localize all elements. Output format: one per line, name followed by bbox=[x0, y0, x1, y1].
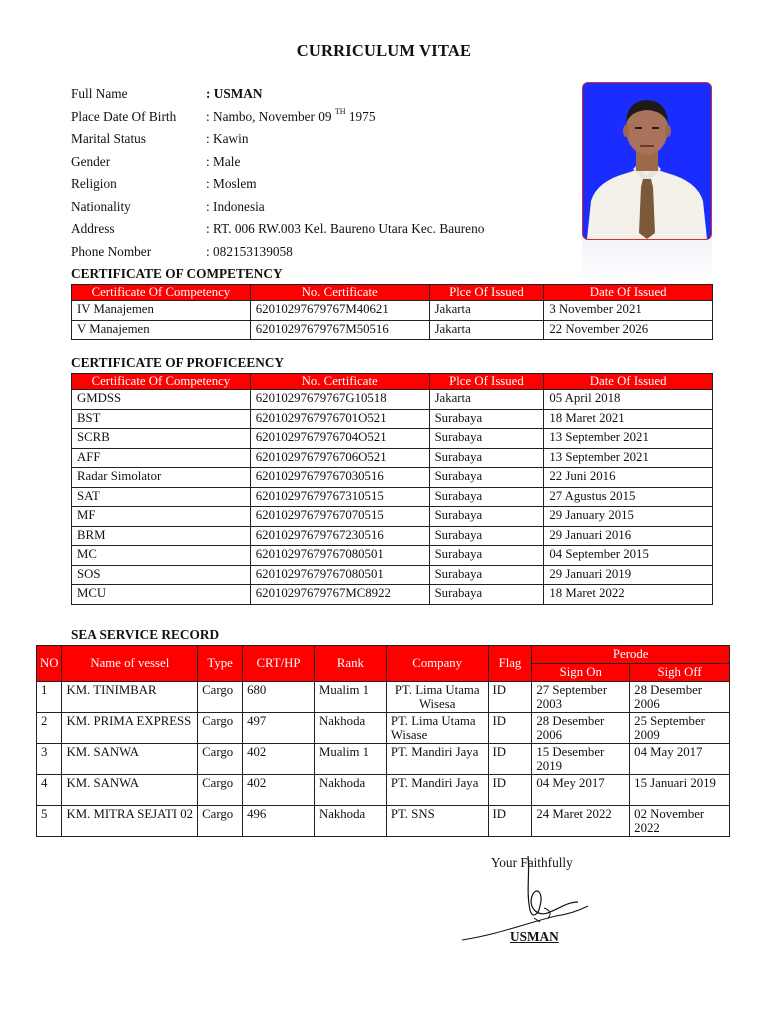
column-header-company: Company bbox=[386, 646, 488, 682]
proficiency-heading: CERTIFICATE OF PROFICEENCY bbox=[71, 355, 285, 370]
table-cell: Jakarta bbox=[429, 390, 544, 410]
table-cell: 15 Desember 2019 bbox=[532, 744, 630, 775]
table-cell: MC bbox=[72, 546, 251, 566]
table-cell: ID bbox=[488, 682, 532, 713]
table-cell: 05 April 2018 bbox=[544, 390, 713, 410]
info-value: : Kawin bbox=[206, 131, 249, 146]
table-cell: PT. Mandiri Jaya bbox=[386, 744, 488, 775]
table-cell: 6201029767976704O521 bbox=[250, 429, 429, 449]
info-label: Address bbox=[71, 221, 115, 236]
table-cell: ID bbox=[488, 744, 532, 775]
table-cell: Nakhoda bbox=[314, 713, 386, 744]
table-cell: Surabaya bbox=[429, 546, 544, 566]
table-cell: 62010297679767M40621 bbox=[250, 301, 429, 321]
info-label: Phone Nomber bbox=[71, 243, 152, 259]
table-cell: 6201029767976701O521 bbox=[250, 409, 429, 429]
table-cell: Mualim 1 bbox=[314, 682, 386, 713]
table-cell: 24 Maret 2022 bbox=[532, 806, 630, 837]
table-cell: SCRB bbox=[72, 429, 251, 449]
table-cell: ID bbox=[488, 806, 532, 837]
table-row bbox=[37, 744, 730, 775]
table-cell: 62010297679767080501 bbox=[250, 565, 429, 585]
competency-heading: CERTIFICATE OF COMPETENCY bbox=[71, 266, 283, 281]
column-header-sign-off: Sigh Off bbox=[630, 664, 730, 682]
sea-service-table bbox=[36, 645, 730, 837]
table-header-row bbox=[72, 374, 713, 390]
table-row bbox=[72, 320, 713, 340]
table-cell: Surabaya bbox=[429, 409, 544, 429]
table-cell: 29 January 2015 bbox=[544, 507, 713, 527]
column-header-no: NO bbox=[37, 646, 62, 682]
table-cell: 13 September 2021 bbox=[544, 429, 713, 449]
closing-text: Your Faithfully bbox=[491, 855, 573, 870]
info-label: Religion bbox=[71, 176, 117, 191]
info-value: : RT. 006 RW.003 Kel. Baureno Utara Kec. Baureno bbox=[206, 221, 485, 236]
ordinal-suffix: TH bbox=[334, 106, 346, 116]
info-label: Place Date Of Birth bbox=[71, 108, 177, 124]
table-cell: Jakarta bbox=[429, 320, 544, 340]
sea-service-heading: SEA SERVICE RECORD bbox=[71, 627, 220, 642]
table-cell: Surabaya bbox=[429, 429, 544, 449]
table-cell: 28 Desember 2006 bbox=[630, 682, 730, 713]
table-cell: PT. Mandiri Jaya bbox=[386, 775, 488, 806]
table-cell: 680 bbox=[243, 682, 315, 713]
table-row bbox=[72, 448, 713, 468]
table-cell: Cargo bbox=[198, 806, 243, 837]
table-cell: ID bbox=[488, 775, 532, 806]
table-cell: Nakhoda bbox=[314, 775, 386, 806]
table-cell: BST bbox=[72, 409, 251, 429]
table-cell: 62010297679767230516 bbox=[250, 526, 429, 546]
info-value: : Moslem bbox=[206, 176, 257, 191]
table-cell: 62010297679767G10518 bbox=[250, 390, 429, 410]
table-cell: 04 September 2015 bbox=[544, 546, 713, 566]
column-header-crt: CRT/HP bbox=[243, 646, 315, 682]
table-cell: Cargo bbox=[198, 713, 243, 744]
table-cell: 1 bbox=[37, 682, 62, 713]
table-cell: MCU bbox=[72, 585, 251, 605]
table-cell: BRM bbox=[72, 526, 251, 546]
table-cell: 6201029767976706O521 bbox=[250, 448, 429, 468]
signature-name: USMAN bbox=[510, 929, 559, 944]
column-header: Certificate Of Competency bbox=[72, 285, 251, 301]
table-row bbox=[72, 390, 713, 410]
table-cell: Mualim 1 bbox=[314, 744, 386, 775]
table-cell: 28 Desember 2006 bbox=[532, 713, 630, 744]
column-header: Date Of Issued bbox=[544, 374, 713, 390]
column-header: Plce Of Issued bbox=[429, 374, 544, 390]
table-cell: 5 bbox=[37, 806, 62, 837]
table-cell: PT. Lima Utama Wisase bbox=[386, 713, 488, 744]
table-cell: Cargo bbox=[198, 682, 243, 713]
table-cell: Surabaya bbox=[429, 487, 544, 507]
table-cell: Surabaya bbox=[429, 565, 544, 585]
table-cell: KM. PRIMA EXPRESS bbox=[62, 713, 198, 744]
column-header-vessel: Name of vessel bbox=[62, 646, 198, 682]
proficiency-table bbox=[71, 373, 713, 605]
table-row bbox=[72, 301, 713, 321]
column-header: No. Certificate bbox=[250, 374, 429, 390]
info-value: : 082153139058 bbox=[206, 243, 293, 259]
info-value: : USMAN bbox=[206, 86, 263, 101]
table-row bbox=[72, 429, 713, 449]
table-cell: 496 bbox=[243, 806, 315, 837]
table-row bbox=[37, 682, 730, 713]
info-label: Gender bbox=[71, 153, 111, 169]
table-cell: 18 Maret 2021 bbox=[544, 409, 713, 429]
table-cell: Nakhoda bbox=[314, 806, 386, 837]
info-value bbox=[206, 107, 375, 127]
table-cell: IV Manajemen bbox=[72, 301, 251, 321]
table-cell: 62010297679767070515 bbox=[250, 507, 429, 527]
table-cell: KM. TINIMBAR bbox=[62, 682, 198, 713]
table-cell: PT. Lima Utama Wisesa bbox=[386, 682, 488, 713]
table-cell: 497 bbox=[243, 713, 315, 744]
table-cell: Jakarta bbox=[429, 301, 544, 321]
table-cell: 62010297679767MC8922 bbox=[250, 585, 429, 605]
column-header-rank: Rank bbox=[314, 646, 386, 682]
table-header-row bbox=[37, 646, 730, 664]
table-cell: ID bbox=[488, 713, 532, 744]
table-cell: 29 Januari 2019 bbox=[544, 565, 713, 585]
table-cell: MF bbox=[72, 507, 251, 527]
table-cell: AFF bbox=[72, 448, 251, 468]
column-header: No. Certificate bbox=[250, 285, 429, 301]
table-cell: 62010297679767M50516 bbox=[250, 320, 429, 340]
column-header-type: Type bbox=[198, 646, 243, 682]
info-label: Nationality bbox=[71, 198, 131, 214]
table-cell: 22 November 2026 bbox=[544, 320, 713, 340]
table-row bbox=[72, 507, 713, 527]
column-header-perode: Perode bbox=[532, 646, 730, 664]
table-row bbox=[72, 546, 713, 566]
table-cell: 62010297679767310515 bbox=[250, 487, 429, 507]
table-row bbox=[72, 468, 713, 488]
table-row bbox=[37, 775, 730, 806]
table-cell: 402 bbox=[243, 775, 315, 806]
column-header: Date Of Issued bbox=[544, 285, 713, 301]
table-cell: 27 Agustus 2015 bbox=[544, 487, 713, 507]
table-cell: 402 bbox=[243, 744, 315, 775]
column-header: Plce Of Issued bbox=[429, 285, 544, 301]
table-cell: Surabaya bbox=[429, 448, 544, 468]
profile-photo bbox=[582, 82, 712, 240]
table-cell: 62010297679767080501 bbox=[250, 546, 429, 566]
table-cell: 62010297679767030516 bbox=[250, 468, 429, 488]
table-cell: Surabaya bbox=[429, 585, 544, 605]
table-cell: PT. SNS bbox=[386, 806, 488, 837]
table-cell: V Manajemen bbox=[72, 320, 251, 340]
photo-reflection bbox=[582, 240, 712, 282]
table-cell: Radar Simolator bbox=[72, 468, 251, 488]
table-cell: 25 September 2009 bbox=[630, 713, 730, 744]
table-cell: GMDSS bbox=[72, 390, 251, 410]
table-cell: 29 Januari 2016 bbox=[544, 526, 713, 546]
info-label: Marital Status bbox=[71, 131, 146, 146]
table-cell: 4 bbox=[37, 775, 62, 806]
column-header-sign-on: Sign On bbox=[532, 664, 630, 682]
table-row bbox=[37, 806, 730, 837]
table-cell: 3 bbox=[37, 744, 62, 775]
table-cell: SOS bbox=[72, 565, 251, 585]
table-cell: KM. SANWA bbox=[62, 775, 198, 806]
table-cell: 22 Juni 2016 bbox=[544, 468, 713, 488]
birth-value: : Nambo, November 09 bbox=[206, 108, 335, 124]
table-row bbox=[37, 713, 730, 744]
table-row bbox=[72, 487, 713, 507]
table-row bbox=[72, 585, 713, 605]
table-cell: Surabaya bbox=[429, 507, 544, 527]
table-cell: 04 Mey 2017 bbox=[532, 775, 630, 806]
table-cell: 3 November 2021 bbox=[544, 301, 713, 321]
table-row bbox=[72, 526, 713, 546]
table-cell: 02 November 2022 bbox=[630, 806, 730, 837]
column-header-flag: Flag bbox=[488, 646, 532, 682]
info-value: : Male bbox=[206, 153, 241, 169]
table-row bbox=[72, 565, 713, 585]
table-cell: Surabaya bbox=[429, 468, 544, 488]
table-cell: 13 September 2021 bbox=[544, 448, 713, 468]
table-cell: Cargo bbox=[198, 775, 243, 806]
table-cell: 2 bbox=[37, 713, 62, 744]
table-row bbox=[72, 409, 713, 429]
table-cell: SAT bbox=[72, 487, 251, 507]
info-label: Full Name bbox=[71, 86, 128, 101]
table-cell: Cargo bbox=[198, 744, 243, 775]
page-title: CURRICULUM VITAE bbox=[296, 41, 472, 60]
table-cell: 15 Januari 2019 bbox=[630, 775, 730, 806]
table-cell: 18 Maret 2022 bbox=[544, 585, 713, 605]
table-cell: KM. SANWA bbox=[62, 744, 198, 775]
table-cell: KM. MITRA SEJATI 02 bbox=[62, 806, 198, 837]
info-value: : Indonesia bbox=[206, 198, 265, 214]
competency-table bbox=[71, 284, 713, 340]
column-header: Certificate Of Competency bbox=[72, 374, 251, 390]
table-cell: Surabaya bbox=[429, 526, 544, 546]
birth-year: 1975 bbox=[345, 108, 376, 124]
table-cell: 27 September 2003 bbox=[532, 682, 630, 713]
table-header-row bbox=[72, 285, 713, 301]
table-cell: 04 May 2017 bbox=[630, 744, 730, 775]
